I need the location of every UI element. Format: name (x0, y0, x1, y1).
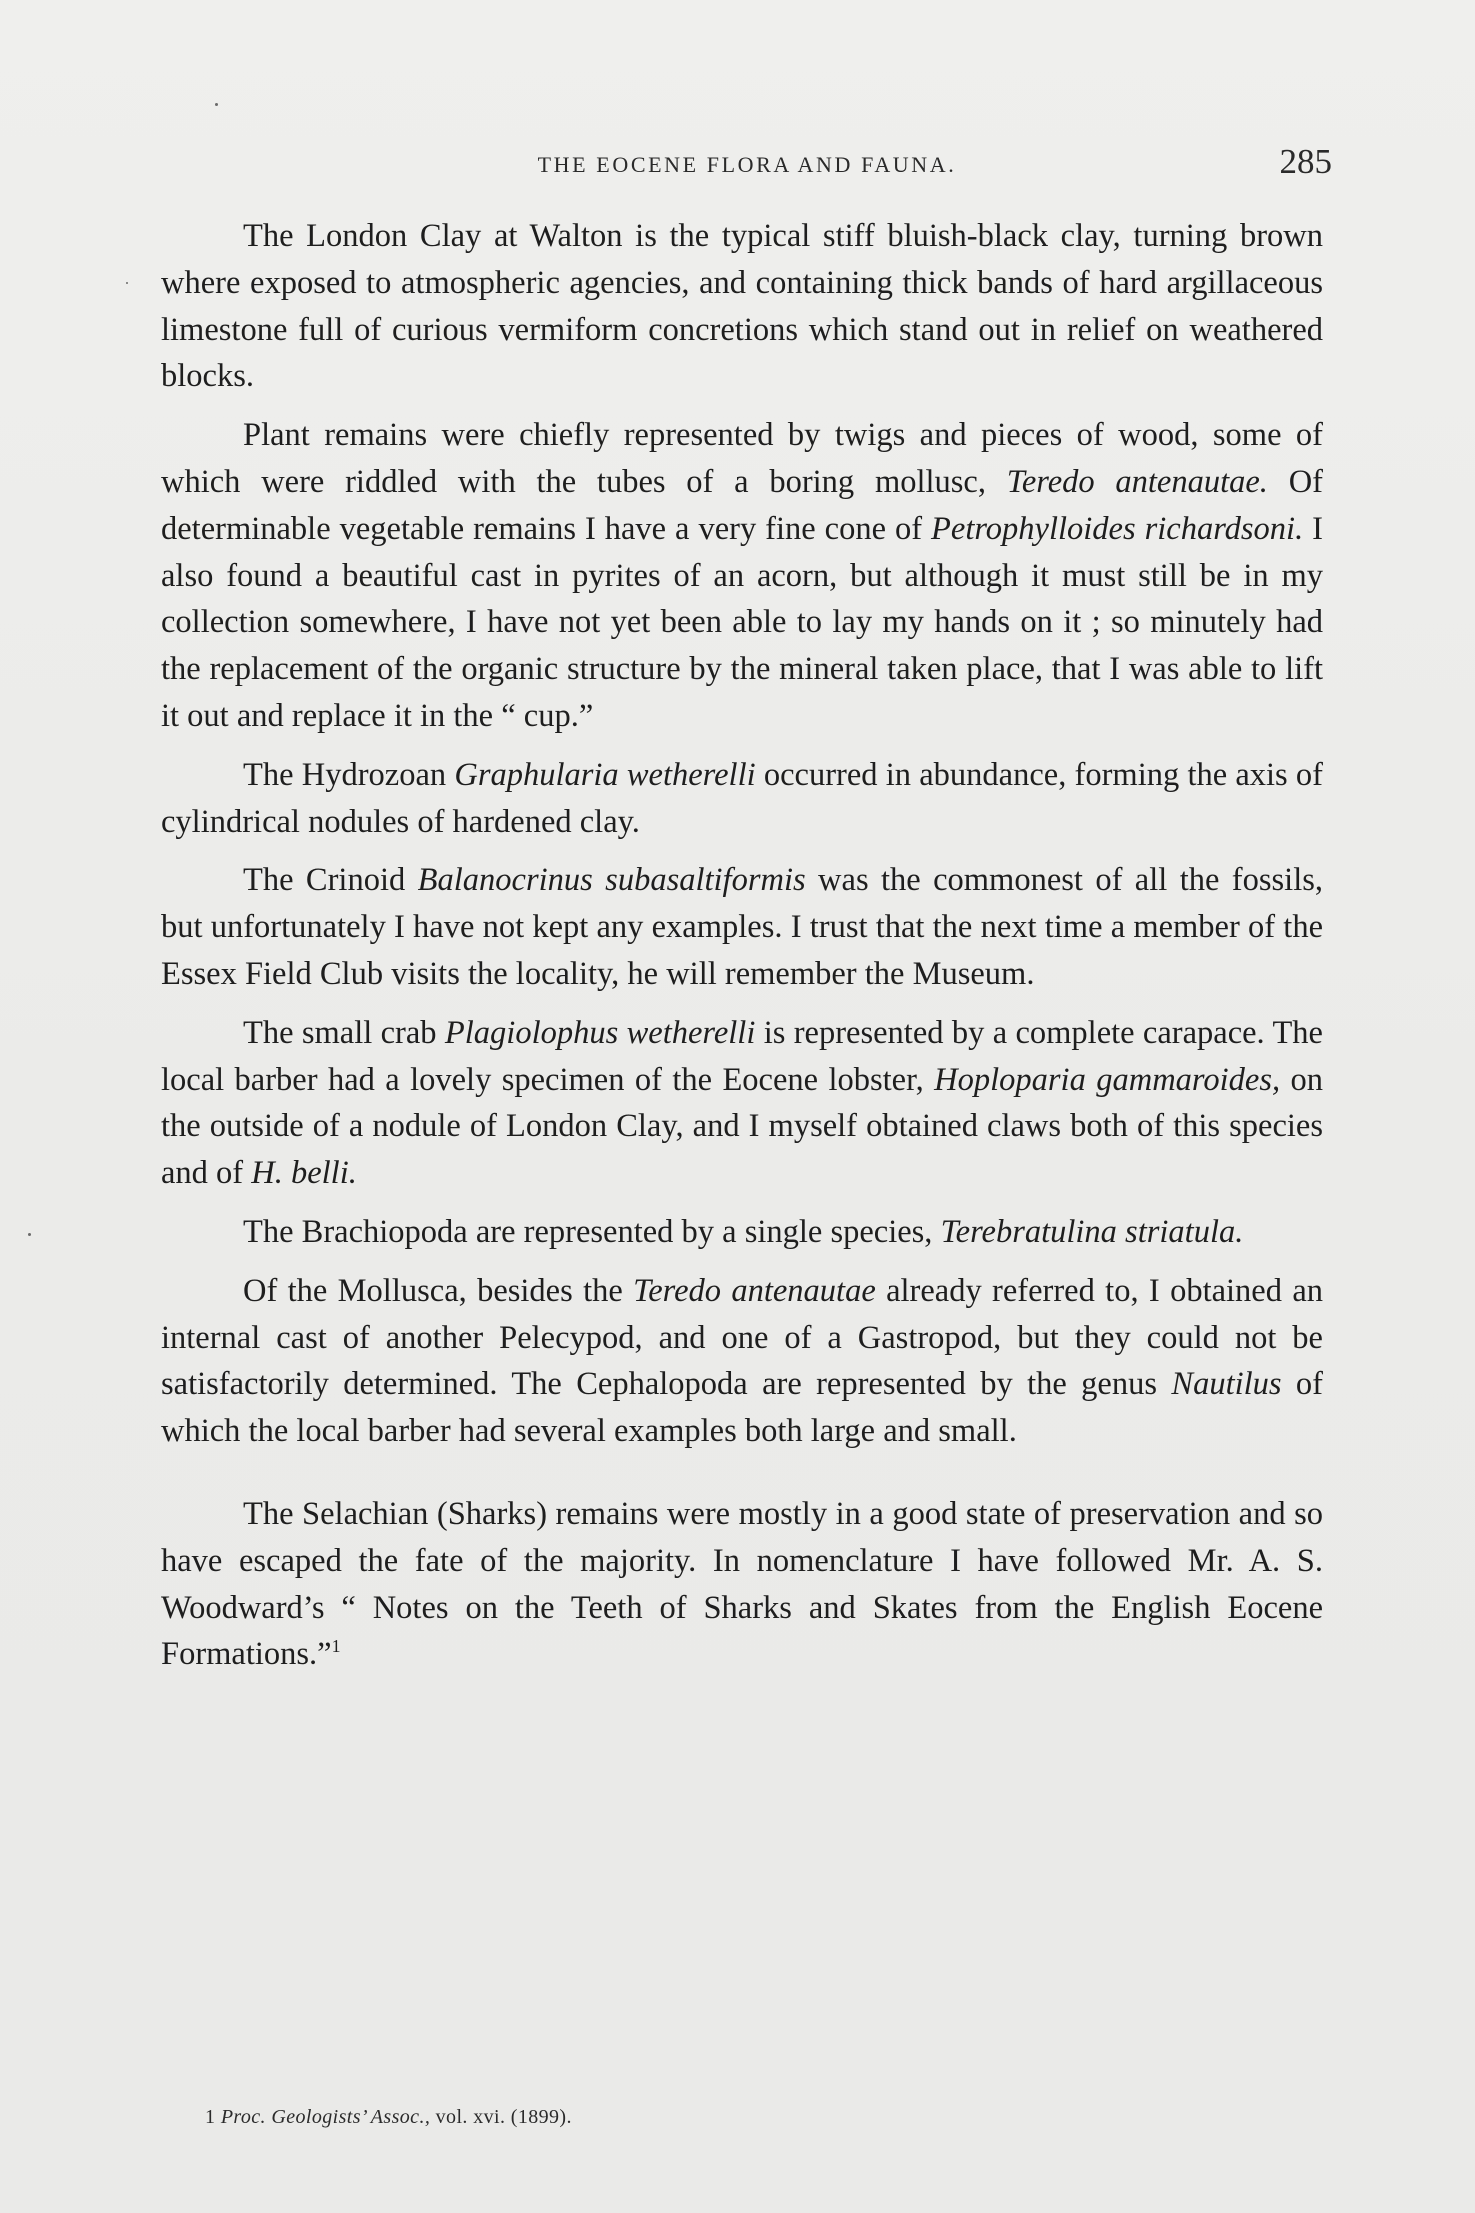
paragraph-crab (161, 1010, 1323, 1197)
paragraph-text: Of the Mollusca, besides the (243, 1272, 634, 1309)
paragraph-text: on the outside of a nodule of London Clay, and I myself obtained claws both of this species and of (161, 1061, 1323, 1192)
paragraph-text: The Selachian (Sharks) remains were mostly in a good state of preservation and so have escaped the fate of the majority. In nomenclature I have followed Mr. A. S. Woodward’s “ Notes on the Teeth of Sharks and Skates from the English Eocene Formations.” (161, 1495, 1323, 1673)
footnote-reference: 1 (331, 1636, 341, 1657)
species-name: Graphularia wetherelli (454, 756, 756, 793)
print-speck (126, 282, 128, 284)
species-name: Teredo antenautae. (1006, 463, 1268, 500)
footnote-detail: vol. xvi. (1899). (430, 2106, 572, 2128)
species-name: Teredo antenautae (633, 1272, 876, 1309)
species-name: Balanocrinus subasaltiformis (417, 862, 806, 899)
paragraph-brachiopoda (161, 1209, 1323, 1256)
species-name: Hoploparia gammaroides, (934, 1061, 1281, 1098)
print-speck (28, 1233, 31, 1236)
paragraph-text: Plant remains were chiefly represented by twigs and pieces of wood, some of which were riddled with the tubes of a boring mollusc, (161, 417, 1323, 500)
species-name: Terebratulina striatula. (940, 1213, 1244, 1250)
species-name: Nautilus (1171, 1366, 1282, 1403)
paragraph-london-clay (161, 213, 1323, 400)
paragraph-text: of which the local barber had several examples both large and small. (161, 1366, 1324, 1450)
paragraph-text: The small crab (243, 1014, 445, 1051)
paragraph-text: was the commonest of all the fossils, but unfortunately I have not kept any examples. I trust that the next time a member of the Essex Field Club visits the locality, he will remember the Museum. (161, 862, 1323, 992)
paragraph-text: occurred in abundance, forming the axis of cylindrical nodules of hardened clay. (161, 756, 1323, 840)
footnote (205, 2106, 572, 2129)
page-number: 285 (1279, 142, 1332, 181)
paragraph-crinoid (161, 857, 1323, 997)
print-speck (215, 103, 218, 106)
paragraph-hydrozoan (161, 752, 1323, 846)
paragraph-text: Of determinable vegetable remains I have a very fine cone of (161, 463, 1323, 547)
paragraph-text: The London Clay at Walton is the typical stiff bluish-black clay, turning brown where exposed to atmospheric agencies, and containing thick bands of hard argillaceous limestone full of curious vermiform concretions which stand out in relief on weathered blocks. (161, 218, 1323, 395)
paragraph-text: already referred to, I obtained an internal cast of another Pelecypod, and one of a Gastropod, but they could not be satisfactorily determined. The Cephalopoda are represented by the genus (161, 1272, 1323, 1403)
footnote-marker: 1 (205, 2106, 216, 2128)
paragraph-plant-remains (161, 412, 1323, 740)
paragraph-text: I also found a beautiful cast in pyrites of an acorn, but although it must still be in my collection somewhere, I have not yet been able to lay my hands on it ; so minutely had the replacement of the organic structure by the mineral taken place, that I was able to lift it out and replace it in the “ cup.” (161, 510, 1323, 734)
species-name: Plagiolophus wetherelli (444, 1014, 756, 1051)
footnote-source: Proc. Geologists’ Assoc., (220, 2106, 431, 2128)
paragraph-text: The Crinoid (243, 862, 418, 899)
paragraph-selachian (161, 1491, 1323, 1678)
paragraph-mollusca (161, 1268, 1323, 1455)
species-name: Petrophylloides richardsoni. (931, 510, 1304, 547)
paragraph-text: The Hydrozoan (243, 756, 455, 793)
running-title: THE EOCENE FLORA AND FAUNA. (537, 152, 957, 177)
page-header (162, 142, 1332, 192)
body-text (161, 213, 1323, 1690)
species-name: H. belli. (251, 1155, 357, 1192)
paragraph-text: is represented by a complete carapace. The local barber had a lovely specimen of the Eocene lobster, (161, 1014, 1323, 1098)
paragraph-text: The Brachiopoda are represented by a single species, (243, 1213, 941, 1250)
